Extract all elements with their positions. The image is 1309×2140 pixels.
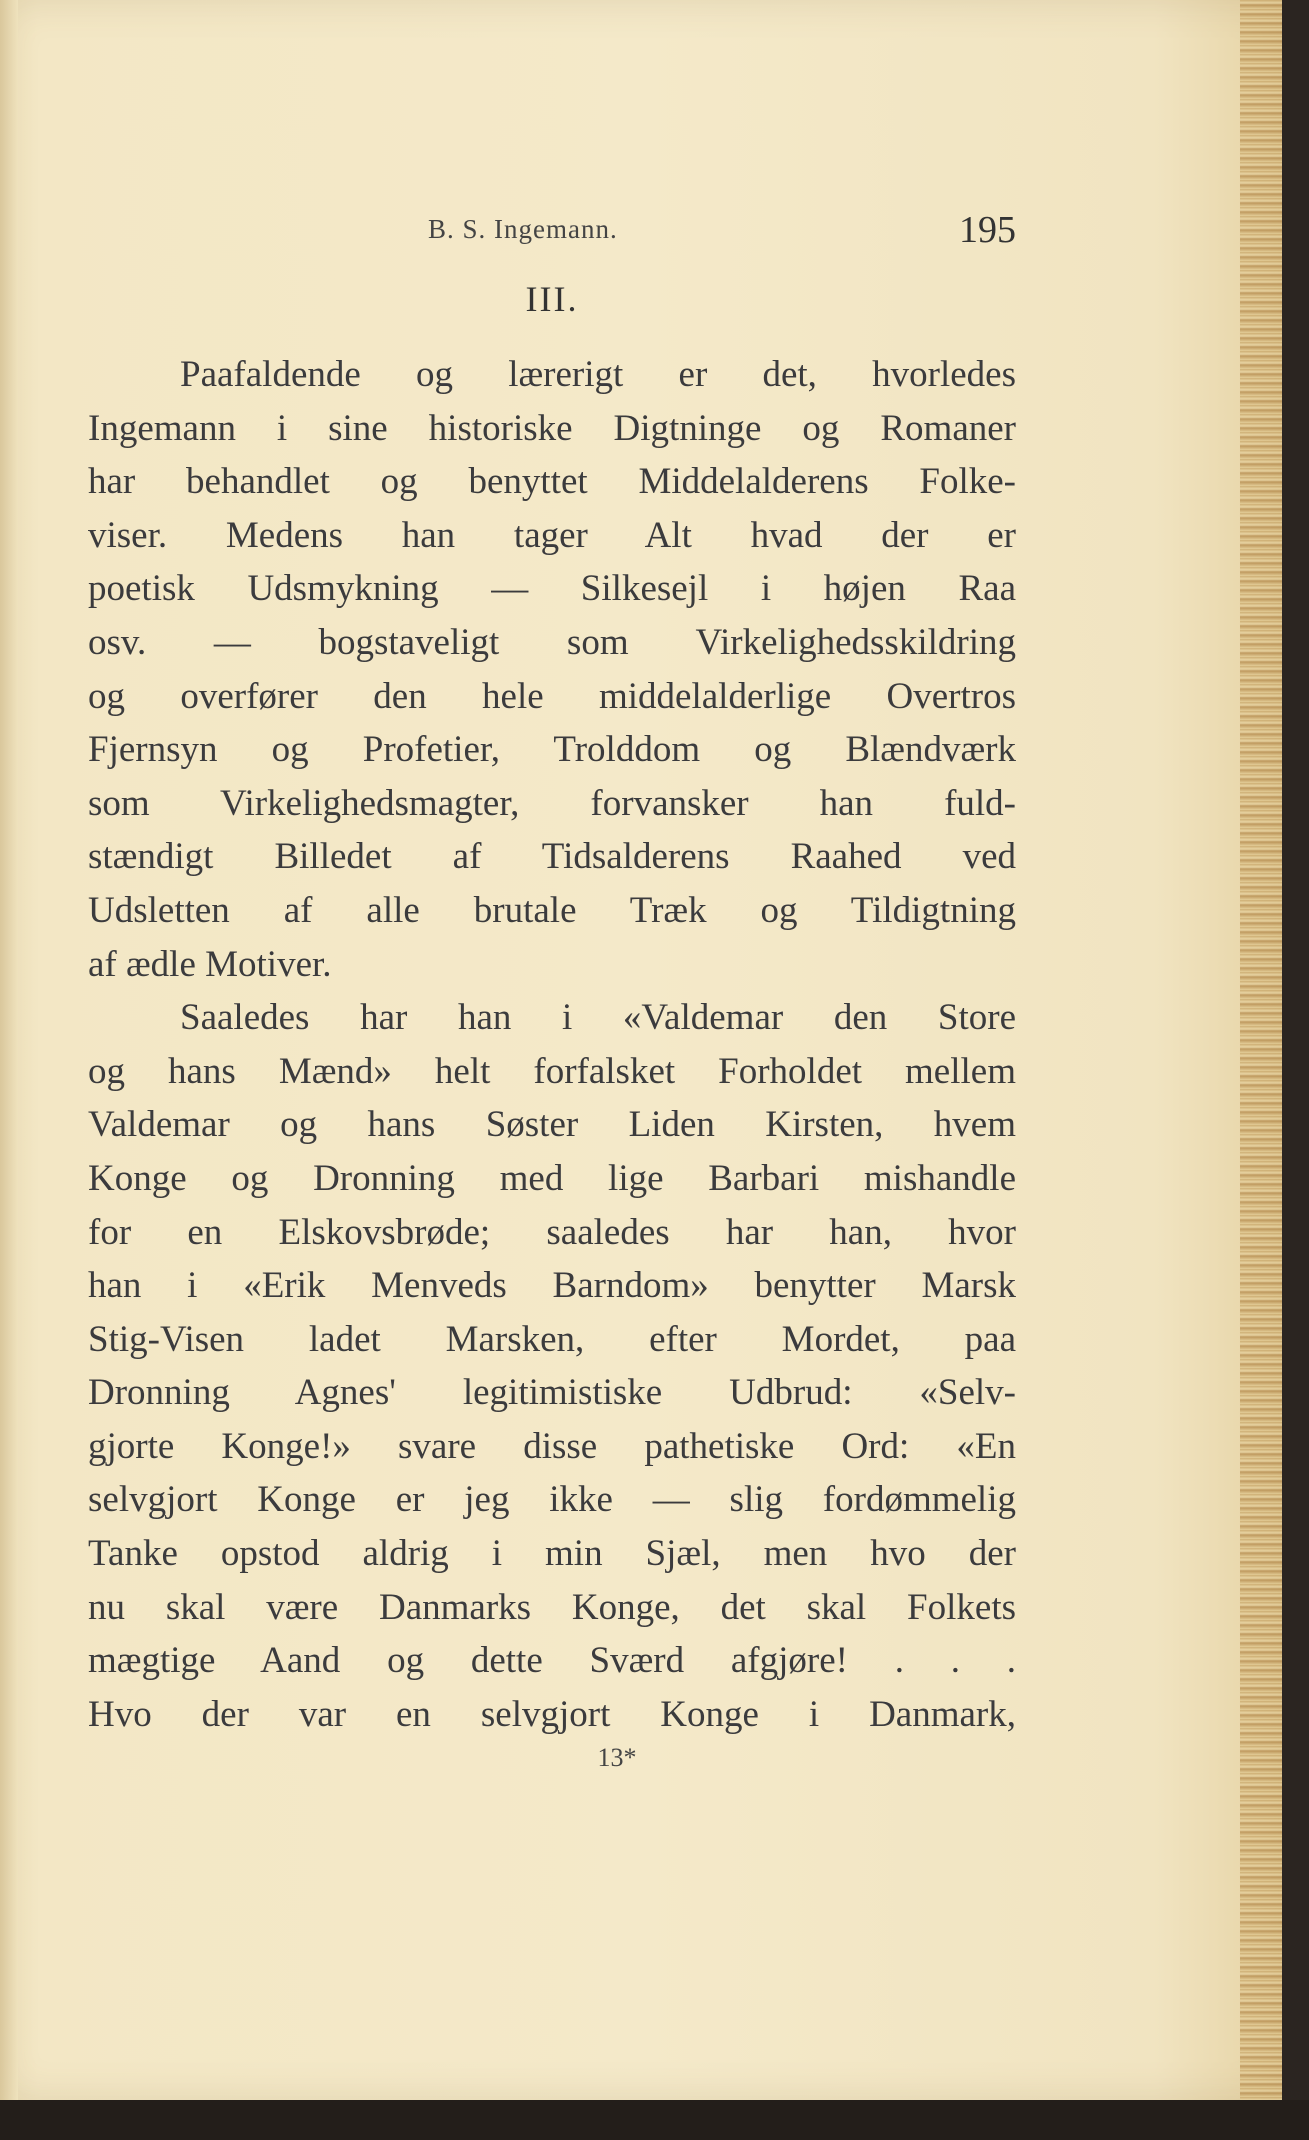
paragraph-2: [88, 991, 1016, 1741]
text-line: og overfører den hele middelalderlige Overtros: [88, 675, 1016, 717]
text-line: Dronning Agnes' legitimistiske Udbrud: «Selv-: [88, 1372, 1016, 1414]
text-line: for en Elskovsbrøde; saaledes har han, hvor: [88, 1211, 1016, 1253]
text-line: stændigt Billedet af Tidsalderens Raahed ved: [88, 836, 1016, 878]
text-line: Paafaldende og lærerigt er det, hvorledes: [180, 354, 1016, 395]
text-line: poetisk Udsmykning — Silkesejl i højen Raa: [88, 568, 1016, 610]
paragraph-1: [88, 348, 1016, 991]
text-line: Udsletten af alle brutale Træk og Tildigtning: [88, 889, 1016, 931]
text-line: selvgjort Konge er jeg ikke — slig fordømmelig: [88, 1479, 1016, 1521]
text-line: og hans Mænd» helt forfalsket Forholdet mellem: [88, 1050, 1016, 1092]
text-line: som Virkelighedsmagter, forvansker han fuld-: [88, 782, 1016, 824]
signature-mark: 13*: [597, 1743, 637, 1773]
text-line: Stig-Visen ladet Marsken, efter Mordet, paa: [88, 1318, 1016, 1360]
text-line: osv. — bogstaveligt som Virkelighedsskildring: [88, 621, 1016, 663]
page-gutter: [0, 0, 18, 2100]
scan-background-band: [0, 2100, 1309, 2140]
text-line: Fjernsyn og Profetier, Trolddom og Blændværk: [88, 729, 1016, 771]
text-line: Valdemar og hans Søster Liden Kirsten, hvem: [88, 1104, 1016, 1146]
text-line: gjorte Konge!» svare disse pathetiske Ord: «En: [88, 1425, 1016, 1467]
text-line: han i «Erik Menveds Barndom» benytter Marsk: [88, 1265, 1016, 1307]
page-edge-stack: [1240, 0, 1282, 2100]
text-line: Hvo der var en selvgjort Konge i Danmark,: [88, 1693, 1016, 1735]
running-head-title: B. S. Ingemann.: [428, 214, 618, 244]
section-heading: III.: [525, 279, 579, 319]
text-line: af ædle Motiver.: [88, 943, 332, 985]
text-line: Saaledes har han i «Valdemar den Store: [180, 997, 1016, 1039]
text-line: mægtige Aand og dette Sværd afgjøre! . . .: [88, 1640, 1016, 1682]
text-line: viser. Medens han tager Alt hvad der er: [88, 514, 1016, 556]
text-line: Tanke opstod aldrig i min Sjæl, men hvo der: [88, 1533, 1016, 1575]
running-head: [88, 200, 1016, 270]
text-line: Konge og Dronning med lige Barbari mishandle: [88, 1157, 1016, 1199]
text-line: Ingemann i sine historiske Digtninge og Romaner: [88, 407, 1016, 449]
page-number: 195: [959, 209, 1016, 251]
text-line: har behandlet og benyttet Middelalderens Folke-: [88, 461, 1016, 503]
page-content: [88, 200, 1016, 1773]
text-line: nu skal være Danmarks Konge, det skal Folkets: [88, 1586, 1016, 1628]
